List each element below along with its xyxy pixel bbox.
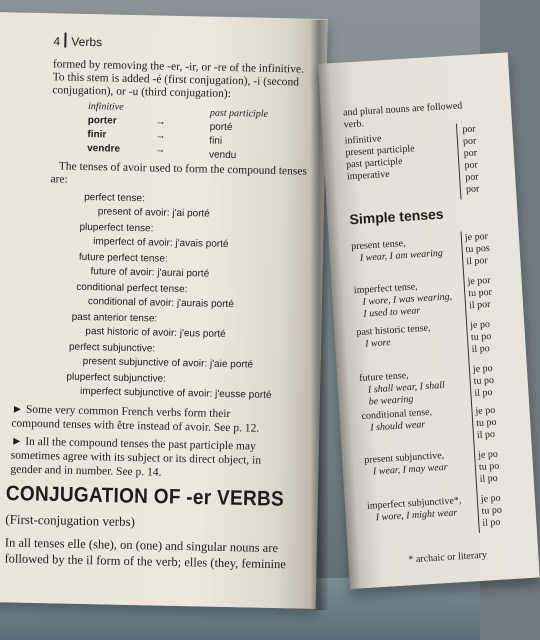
footnote: * archaic or literary: [408, 549, 488, 566]
tense-name: present subjunctive,: [363, 450, 445, 466]
conj-cell: il po: [479, 472, 499, 485]
note-line: gender and in number. See p. 14.: [10, 463, 162, 479]
tense-form: future of avoir: j'aurai porté: [90, 266, 210, 280]
conj-cell: je po: [469, 318, 491, 332]
arrow-icon: →: [155, 130, 166, 142]
conj-cell: tu pos: [465, 242, 491, 256]
form-value: por: [461, 123, 476, 136]
conj-cell: tu po: [478, 460, 500, 473]
conj-cell: tu po: [475, 416, 497, 429]
tense-form: present of avoir: j'ai porté: [97, 206, 210, 220]
tense-name: pluperfect subjunctive:: [66, 371, 166, 385]
tense-name: imperfect subjunctive*,: [366, 495, 462, 512]
conj-cell: tu po: [470, 330, 492, 344]
tense-name: present tense,: [350, 237, 406, 253]
form-value: por: [462, 135, 477, 148]
example-participle: fini: [209, 135, 223, 147]
tense-form: conditional of avoir: j'aurais porté: [87, 296, 234, 311]
right-page: [318, 52, 540, 589]
tense-gloss: I wore, I was wearing,: [362, 291, 453, 308]
tense-gloss: I shall wear, I shall: [367, 379, 446, 396]
tense-name: imperfect tense,: [353, 281, 418, 297]
tense-name: future perfect tense:: [78, 251, 168, 265]
example-participle: porté: [209, 121, 233, 134]
intro-line: conjugation), or -u (third conjugation):: [52, 84, 231, 101]
note-line: sometimes agree with its subject or its direct object, in: [10, 449, 262, 467]
page-number: 4: [53, 34, 61, 49]
tenses-intro: are:: [50, 173, 68, 186]
conj-cell: tu po: [473, 374, 495, 388]
tense-name: perfect tense:: [84, 191, 145, 205]
form-value: por: [465, 183, 480, 196]
tense-gloss: I wore, I might wear: [375, 507, 458, 524]
body-line: followed by the il form of the verb; elles (they, feminine: [4, 551, 287, 572]
tense-name: past anterior tense:: [71, 311, 158, 325]
tense-gloss: I used to wear: [363, 305, 421, 320]
tense-gloss: I wear, I may wear: [372, 461, 448, 478]
conj-cell: tu por: [467, 286, 493, 300]
conjugation-subheading: (First-conjugation verbs): [5, 511, 136, 530]
example-participle: vendu: [208, 149, 237, 162]
note-line: compound tenses with être instead of avoir. See p. 12.: [11, 417, 260, 435]
arrow-icon: →: [155, 144, 166, 156]
simple-tenses-heading: Simple tenses: [349, 205, 445, 228]
tense-name: past historic tense,: [356, 322, 431, 339]
tense-form: imperfect subjunctive of avoir: j'eusse porté: [79, 385, 272, 401]
conj-cell: je po: [480, 492, 501, 505]
conj-cell: il por: [468, 298, 491, 312]
head-infinitive: infinitive: [87, 101, 124, 113]
left-page: [0, 12, 328, 609]
form-value: por: [464, 171, 479, 184]
conj-cell: il po: [471, 343, 491, 356]
example-infinitive: vendre: [87, 143, 121, 155]
conj-cell: je po: [472, 362, 493, 376]
tense-name: pluperfect tense:: [79, 221, 154, 235]
intro-line: formed by removing the -er, -ir, or -re of the infinitive.: [52, 58, 305, 76]
example-infinitive: porter: [87, 115, 117, 127]
form-value: por: [464, 159, 479, 172]
head-past-participle: past participle: [209, 107, 269, 120]
tense-gloss: I wear, I am wearing: [359, 247, 444, 264]
right-top-line: verb.: [343, 118, 365, 131]
tense-name: conditional perfect tense:: [76, 281, 188, 296]
form-value: por: [463, 147, 478, 160]
tense-form: past historic of avoir: j'eus porté: [85, 326, 226, 340]
conj-cell: je po: [477, 448, 499, 461]
tense-form: present subjunctive of avoir: j'aie porté: [82, 355, 254, 371]
note-line: ► In all the compound tenses the past participle may: [10, 435, 256, 453]
tense-name: perfect subjunctive:: [68, 341, 156, 355]
tense-name: conditional tense,: [361, 406, 433, 422]
conj-cell: il po: [476, 428, 496, 441]
conj-cell: je por: [467, 274, 491, 288]
section-title: Verbs: [71, 34, 103, 50]
form-label: present participle: [345, 143, 415, 159]
tense-gloss: I should wear: [369, 419, 426, 434]
form-label: imperative: [346, 168, 390, 183]
header-divider: [64, 33, 66, 48]
column-rule: [456, 124, 462, 200]
tense-gloss: be wearing: [368, 393, 414, 408]
tense-name: future tense,: [358, 370, 409, 385]
conj-cell: il po: [474, 386, 493, 400]
form-label: past participle: [345, 156, 403, 171]
conj-cell: tu po: [481, 504, 503, 517]
right-top-line: and plural nouns are followed: [342, 100, 463, 119]
arrow-icon: →: [155, 116, 166, 128]
example-infinitive: finir: [87, 129, 107, 141]
conj-cell: je po: [475, 404, 496, 418]
conj-cell: je por: [464, 230, 489, 244]
tenses-intro: The tenses of avoir used to form the compound tenses: [58, 160, 308, 178]
conj-cell: il po: [482, 516, 501, 529]
conj-cell: il por: [466, 255, 489, 268]
tense-gloss: I wore: [364, 337, 391, 350]
body-line: In all tenses elle (she), on (one) and singular nouns are: [4, 535, 279, 556]
conjugation-heading: CONJUGATION OF -er VERBS: [5, 482, 285, 512]
tense-form: imperfect of avoir: j'avais porté: [93, 236, 229, 251]
note-line: ► Some very common French verbs form their: [11, 403, 231, 421]
form-label: infinitive: [344, 133, 382, 147]
intro-line: To this stem is added -é (first conjugation), -i (second: [52, 71, 300, 89]
